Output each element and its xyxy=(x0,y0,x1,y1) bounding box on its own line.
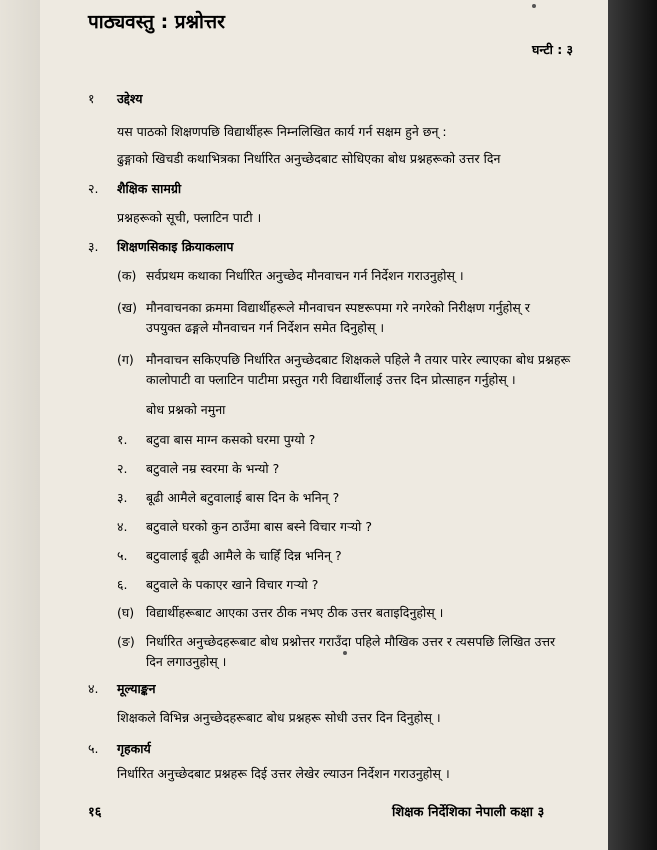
activity-text: दिन लगाउनुहोस् । xyxy=(146,654,227,669)
section-heading-materials: शैक्षिक सामग्री xyxy=(117,181,182,196)
body-text: प्रश्नहरूको सूची, फ्लाटिन पाटी । xyxy=(117,210,262,225)
section-number: १ xyxy=(88,91,95,106)
section-heading-homework: गृहकार्य xyxy=(117,741,151,756)
question-text: बटुवाले के पकाएर खाने विचार गर्‍यो ? xyxy=(146,577,319,592)
question-number: ६. xyxy=(117,577,128,592)
activity-label: (क) xyxy=(117,268,137,283)
activity-text: मौनवाचन सकिएपछि निर्धारित अनुच्छेदबाट शिक्षकले पहिले नै तयार पारेर ल्याएका बोध प्रश्नहरू xyxy=(146,352,571,367)
section-number: ५. xyxy=(88,741,99,756)
sample-questions-heading: बोध प्रश्नको नमुना xyxy=(146,402,226,417)
body-text: ढुङ्गाको खिचडी कथाभित्रका निर्धारित अनुच्छेदबाट सोधिएका बोध प्रश्नहरूको उत्तर दिन xyxy=(117,151,501,166)
body-text: निर्धारित अनुच्छेदबाट प्रश्नहरू दिई उत्तर लेखेर ल्याउन निर्देशन गराउनुहोस् । xyxy=(117,766,450,781)
page-number: १६ xyxy=(88,805,102,820)
activity-label: (ख) xyxy=(117,300,137,315)
question-number: ३. xyxy=(117,490,128,505)
body-text: शिक्षकले विभिन्न अनुच्छेदहरूबाट बोध प्रश्नहरू सोधी उत्तर दिन दिनुहोस् । xyxy=(117,710,441,725)
activity-label: (घ) xyxy=(117,605,135,620)
section-number: २. xyxy=(88,181,99,196)
section-heading-activities: शिक्षणसिकाइ क्रियाकलाप xyxy=(117,239,234,254)
question-number: १. xyxy=(117,432,128,447)
activity-label: (ङ) xyxy=(117,634,135,649)
ink-speck xyxy=(532,4,536,8)
activity-text: उपयुक्त ढङ्गले मौनवाचन गर्न निर्देशन समेत दिनुहोस् । xyxy=(146,320,385,335)
section-heading-objective: उद्देश्य xyxy=(117,91,143,106)
activity-text: मौनवाचनका क्रममा विद्यार्थीहरूले मौनवाचन स्पष्टरूपमा गरे नगरेको निरीक्षण गर्नुहोस् र xyxy=(146,300,530,315)
activity-text: निर्धारित अनुच्छेदहरूबाट बोध प्रश्नोत्तर गराउँदा पहिले मौखिक उत्तर र त्यसपछि लिखित उत्तर xyxy=(146,634,556,649)
question-text: बटुवाले नम्र स्वरमा के भन्यो ? xyxy=(146,461,280,476)
section-number: ३. xyxy=(88,239,99,254)
section-number: ४. xyxy=(88,681,99,696)
question-number: ५. xyxy=(117,548,128,563)
book-title-footer: शिक्षक निर्देशिका नेपाली कक्षा ३ xyxy=(392,805,545,820)
question-number: २. xyxy=(117,461,128,476)
activity-text: सर्वप्रथम कथाका निर्धारित अनुच्छेद मौनवाचन गर्न निर्देशन गराउनुहोस् । xyxy=(146,268,464,283)
section-heading-evaluation: मूल्याङ्कन xyxy=(117,681,156,696)
ink-speck xyxy=(343,651,347,655)
question-number: ४. xyxy=(117,519,128,534)
page-left-shadow xyxy=(0,0,40,850)
question-text: बूढी आमैले बटुवालाई बास दिन के भनिन् ? xyxy=(146,490,340,505)
body-text: यस पाठको शिक्षणपछि विद्यार्थीहरू निम्नलिखित कार्य गर्न सक्षम हुने छन् : xyxy=(117,124,447,139)
page-binding-shadow xyxy=(608,0,657,850)
activity-text: कालोपाटी वा फ्लाटिन पाटीमा प्रस्तुत गरी विद्यार्थीलाई उत्तर दिन प्रोत्साहन गर्नुहोस् । xyxy=(146,372,516,387)
question-text: बटुवालाई बूढी आमैले के चाहिँ दिन्न भनिन् ? xyxy=(146,548,342,563)
period-label: घन्टी : ३ xyxy=(532,42,574,57)
page-title: पाठ्यवस्तु : प्रश्नोत्तर xyxy=(88,11,225,33)
question-text: बटुवा बास माग्न कसको घरमा पुग्यो ? xyxy=(146,432,316,447)
activity-label: (ग) xyxy=(117,352,134,367)
activity-text: विद्यार्थीहरूबाट आएका उत्तर ठीक नभए ठीक उत्तर बताइदिनुहोस् । xyxy=(146,605,444,620)
question-text: बटुवाले घरको कुन ठाउँमा बास बस्ने विचार गर्‍यो ? xyxy=(146,519,372,534)
